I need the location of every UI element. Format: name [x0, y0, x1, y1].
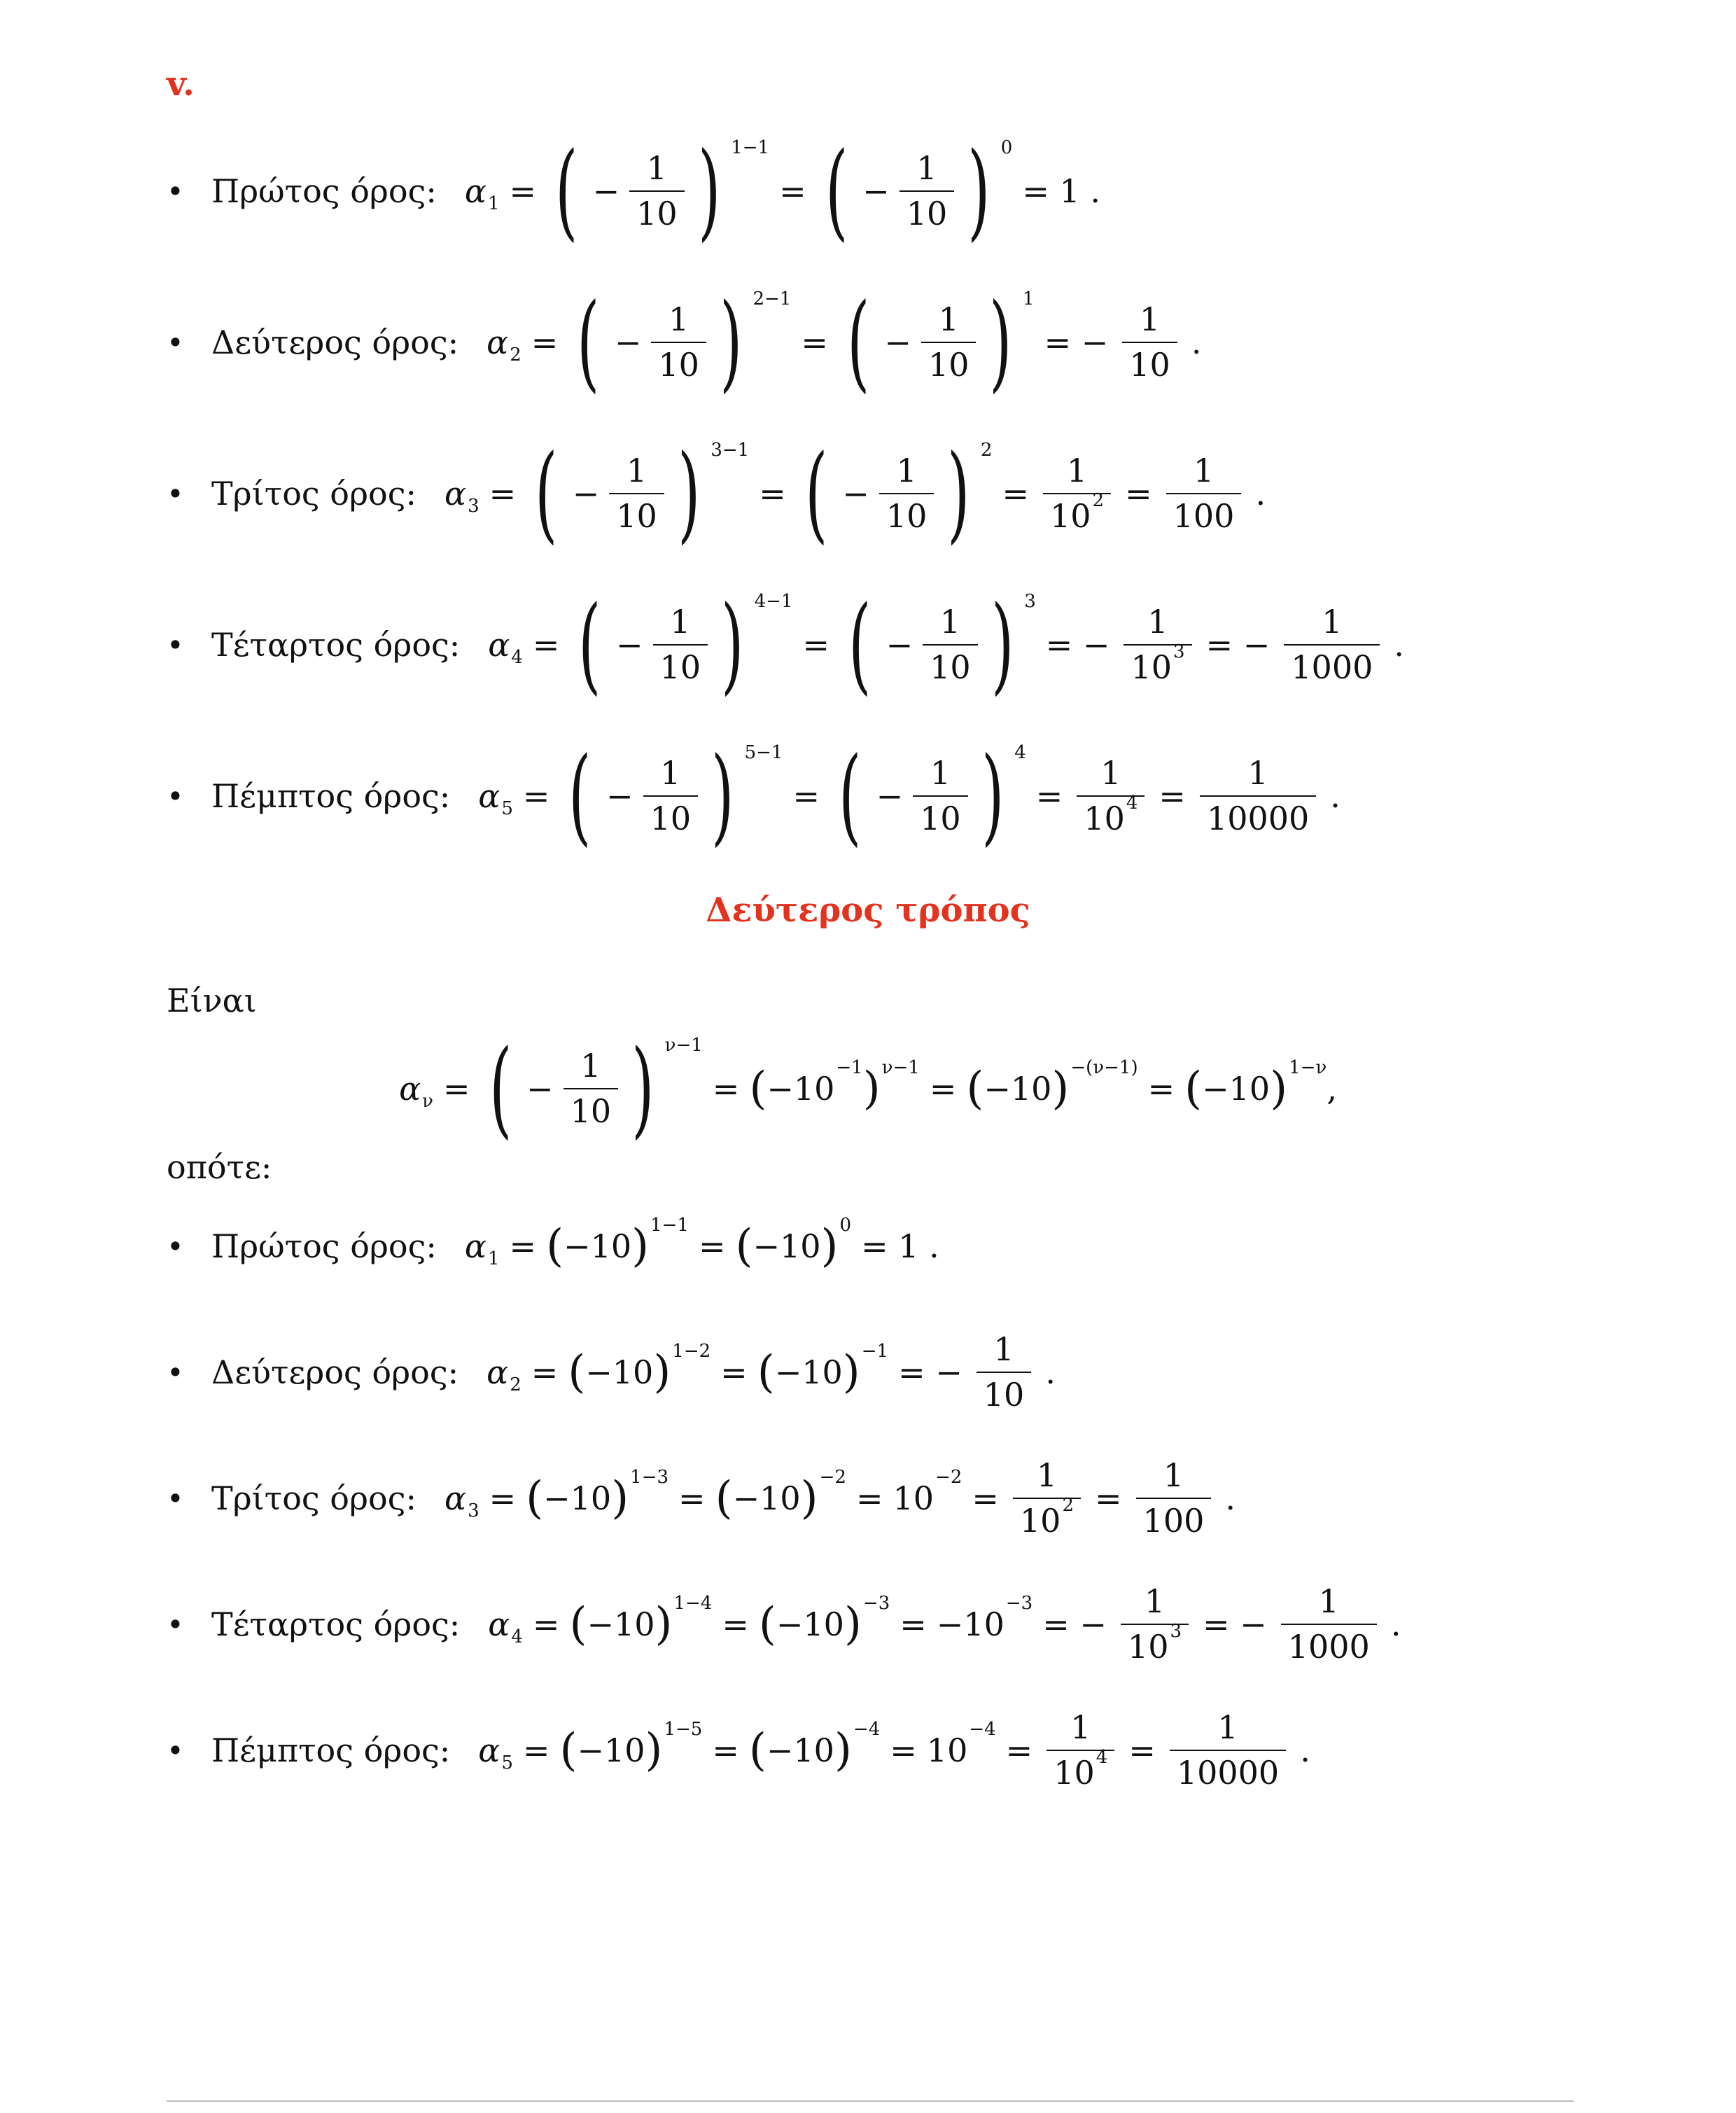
- term-label: Δεύτερος όρος:: [211, 1353, 459, 1391]
- term-label: Τρίτος όρος:: [211, 1479, 416, 1517]
- general-formula: [0, 1029, 1736, 1148]
- term2-row-5: [167, 1691, 1320, 1810]
- bullet: •: [167, 627, 184, 662]
- term-formula: α 1 = ( −10 ) 1−1 = ( −10 ) 0 = 1 .: [464, 1215, 939, 1272]
- bullet: •: [167, 779, 184, 814]
- bullet: •: [167, 476, 184, 511]
- term-label: Πρώτος όρος:: [211, 1227, 437, 1265]
- term-formula: α 3 = ( −10 ) 1−3 = ( −10 ) −2 = 10 −2 = $\frac{1}{10^2}$ = $\frac{1}{100}$ .: [444, 1456, 1236, 1540]
- term-label: Τέταρτος όρος:: [211, 626, 461, 664]
- term-formula: α 1 = ( − $\frac{1}{10}$ ) 1−1 = ( − $\frac{1}{10}$ ) 0 = 1 .: [464, 130, 1101, 252]
- term-label: Τέταρτος όρος:: [211, 1605, 461, 1643]
- term-row-1: [167, 132, 1110, 251]
- then-text: οπότε:: [167, 1148, 272, 1186]
- term2-row-3: [167, 1439, 1245, 1558]
- term-row-5: [167, 737, 1350, 856]
- term2-row-2: [167, 1313, 1065, 1432]
- term-formula: α 2 = ( − $\frac{1}{10}$ ) 2−1 = ( − $\frac{1}{10}$ ) 1 = − $\frac{1}{10}$ .: [486, 281, 1202, 403]
- term-formula: α 2 = ( −10 ) 1−2 = ( −10 ) −1 = − $\frac{1}{10}$ .: [486, 1330, 1056, 1414]
- bullet: •: [167, 1607, 184, 1642]
- section-heading: Δεύτερος τρόπος: [706, 891, 1030, 930]
- term-row-2: [167, 283, 1211, 402]
- term2-row-4: [167, 1565, 1410, 1684]
- section-label: v.: [167, 64, 195, 104]
- term-formula: α 3 = ( − $\frac{1}{10}$ ) 3−1 = ( − $\frac{1}{10}$ ) 2 = $\frac{1}{10^2}$ = $\frac{1}{100}$ .: [444, 433, 1266, 555]
- term-row-4: [167, 585, 1414, 704]
- term-label: Πέμπτος όρος:: [211, 1731, 451, 1769]
- term-formula: α 4 = ( −10 ) 1−4 = ( −10 ) −3 = −10 −3 = − $\frac{1}{10^3}$ = − $\frac{1}{1000}$ .: [488, 1582, 1401, 1666]
- bullet: •: [167, 1229, 184, 1264]
- bullet: •: [167, 1481, 184, 1516]
- bullet: •: [167, 325, 184, 360]
- term-label: Δεύτερος όρος:: [211, 323, 459, 361]
- term-formula: α 4 = ( − $\frac{1}{10}$ ) 4−1 = ( − $\frac{1}{10}$ ) 3 = − $\frac{1}{10^3}$ = − $\frac{1}{1000}$ .: [488, 584, 1404, 706]
- bullet: •: [167, 174, 184, 209]
- term-formula: α 5 = ( − $\frac{1}{10}$ ) 5−1 = ( − $\frac{1}{10}$ ) 4 = $\frac{1}{10^4}$ = $\frac{1}{10000}$ .: [478, 735, 1340, 857]
- general-formula-math: α ν = ( − $\frac{1}{10}$ ) ν−1 = ( −10 −1 ) ν−1 = ( −10 ) −(ν−1) = ( −10 ) 1−ν ,: [399, 1028, 1337, 1150]
- intro-text: Είναι: [167, 982, 257, 1019]
- term-label: Πέμπτος όρος:: [211, 777, 451, 815]
- bullet: •: [167, 1733, 184, 1768]
- term-formula: α 5 = ( −10 ) 1−5 = ( −10 ) −4 = 10 −4 = $\frac{1}{10^4}$ = $\frac{1}{10000}$ .: [478, 1708, 1310, 1792]
- term-label: Τρίτος όρος:: [211, 475, 416, 512]
- term-row-3: [167, 434, 1275, 553]
- bullet: •: [167, 1355, 184, 1390]
- term2-row-1: [167, 1208, 949, 1285]
- footer-divider: [167, 2100, 1574, 2102]
- term-label: Πρώτος όρος:: [211, 172, 437, 210]
